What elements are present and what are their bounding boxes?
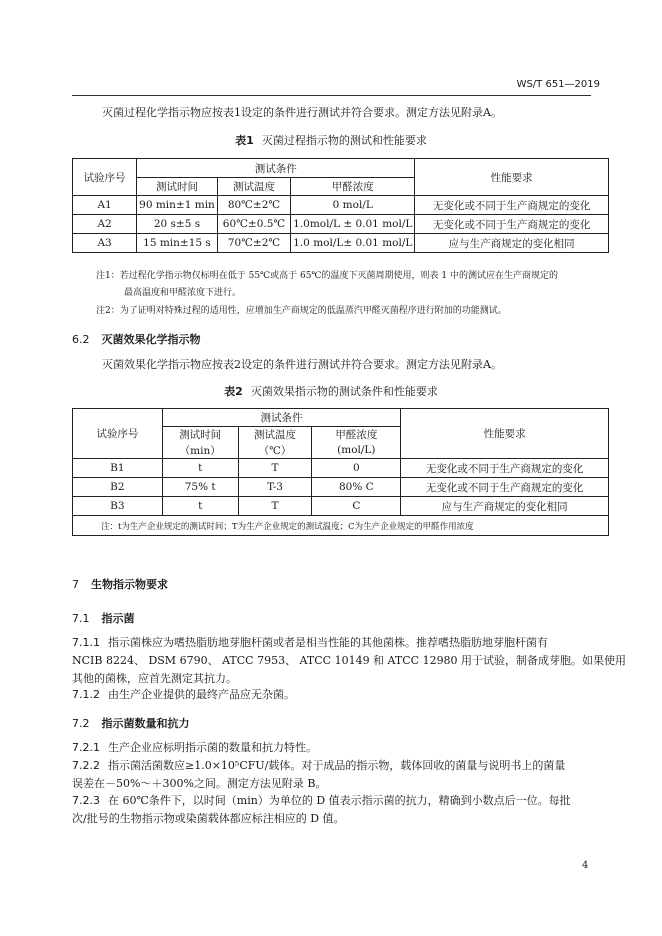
clause-line: NCIB 8224、 DSM 6790、 ATCC 7953、 ATCC 10149 和 ATCC 12980 用于试验，制备成芽胞。如果使用 — [72, 654, 627, 667]
section-title: 生物指示物要求 — [91, 578, 168, 591]
t2-cell-seq: B2 — [73, 478, 163, 497]
t2-header-temp-unit: （℃） — [238, 443, 312, 459]
clause-number: 7.1.2 — [72, 688, 100, 701]
section-number: 7 — [72, 578, 79, 591]
t2-cell-perf: 无变化或不同于生产商规定的变化 — [401, 459, 609, 478]
note2-label: 注2： — [96, 306, 120, 316]
t2-header-time: 测试时间 — [162, 427, 238, 443]
header-rule — [72, 95, 591, 96]
document-code: WS/T 651—2019 — [516, 79, 600, 90]
t2-header-conc: 甲醛浓度 — [312, 427, 401, 443]
table1-number: 表1 — [235, 134, 254, 147]
clause-line: 生产企业应标明指示菌的数量和抗力特性。 — [108, 741, 317, 754]
table2-intro: 灭菌效果化学指示物应按表2设定的条件进行测试并符合要求。测定方法见附录A。 — [102, 358, 502, 371]
table2-note: 注：t为生产企业规定的测试时间；T为生产企业规定的测试温度；C为生产企业规定的甲醛作用浓度 — [73, 516, 609, 536]
t1-cell-time: 20 s±5 s — [137, 215, 218, 234]
table-row — [73, 459, 609, 478]
table1-note1-cont: 最高温度和甲醛浓度下进行。 — [124, 288, 242, 298]
section-number: 6.2 — [72, 333, 90, 346]
clause-line: 由生产企业提供的最终产品应无杂菌。 — [108, 688, 295, 701]
t1-cell-seq: A2 — [73, 215, 137, 234]
table2-caption — [0, 383, 662, 399]
section-title: 指示菌数量和抗力 — [101, 717, 190, 730]
t2-cell-time: 75% t — [162, 478, 238, 497]
table2 — [72, 408, 609, 536]
table2-number: 表2 — [224, 385, 243, 398]
note1-label: 注1： — [96, 271, 120, 281]
t1-header-time: 测试时间 — [137, 178, 218, 196]
t2-cell-conc: 0 — [312, 459, 401, 478]
table1-note1 — [96, 269, 558, 284]
clause-number: 7.2.2 — [72, 759, 100, 772]
clause-line: 指示菌活菌数应≥1.0×10⁵CFU/载体。对于成品的指示物，载体回收的菌量与说明书上的菌量 — [108, 759, 566, 772]
table-row — [73, 478, 609, 497]
section-number: 7.1 — [72, 612, 90, 625]
clause-line: 其他的菌株，应首先测定其抗力。 — [72, 672, 237, 685]
t1-cell-time: 90 min±1 min — [137, 196, 218, 215]
t2-cell-time: t — [162, 459, 238, 478]
table2-title: 灭菌效果指示物的测试条件和性能要求 — [250, 385, 438, 398]
table-row — [73, 196, 609, 215]
t2-cell-seq: B3 — [73, 497, 163, 516]
t2-cell-perf: 无变化或不同于生产商规定的变化 — [401, 478, 609, 497]
section-title: 灭菌效果化学指示物 — [101, 333, 201, 346]
table1-note2 — [96, 304, 507, 319]
section-title: 指示菌 — [101, 612, 135, 625]
table1-title: 灭菌过程指示物的测试和性能要求 — [261, 134, 427, 147]
t2-header-temp: 测试温度 — [238, 427, 312, 443]
t1-cell-conc: 0 mol/L — [291, 196, 415, 215]
note2-line1: 为了证明对特殊过程的适用性，应增加生产商规定的低温蒸汽甲醛灭菌程序进行附加的功能测试。 — [119, 306, 507, 316]
t1-cell-perf: 应与生产商规定的变化相同 — [415, 234, 609, 253]
clause-line: 次/批号的生物指示物或染菌载体都应标注相应的 D 值。 — [72, 812, 345, 825]
table1-intro: 灭菌过程化学指示物应按表1设定的条件进行测试并符合要求。测定方法见附录A。 — [102, 106, 502, 119]
t2-cell-conc: 80% C — [312, 478, 401, 497]
section-7-heading — [72, 576, 168, 592]
table-row — [73, 215, 609, 234]
t2-cell-time: t — [162, 497, 238, 516]
t1-cell-perf: 无变化或不同于生产商规定的变化 — [415, 196, 609, 215]
t1-cell-temp: 60℃±0.5℃ — [217, 215, 290, 234]
clause-7-1-1 — [72, 634, 626, 688]
clause-line: 误差在－50%～＋300%之间。测定方法见附录 B。 — [72, 777, 327, 790]
clause-7-2-3 — [72, 792, 571, 828]
t2-cell-seq: B1 — [73, 459, 163, 478]
t2-header-perf: 性能要求 — [401, 409, 609, 459]
t1-header-cond: 测试条件 — [137, 159, 415, 178]
clause-number: 7.2.3 — [72, 794, 100, 807]
t2-cell-conc: C — [312, 497, 401, 516]
t2-cell-temp: T — [238, 497, 312, 516]
note1-line1: 若过程化学指示物仅标明在低于 55℃或高于 65℃的温度下灭菌周期使用，则表 1 中的测试应在生产商规定的 — [119, 271, 558, 281]
table1 — [72, 158, 609, 253]
clause-7-2-2 — [72, 757, 565, 793]
table1-caption — [0, 132, 662, 148]
t2-header-time-unit: （min） — [162, 443, 238, 459]
section-number: 7.2 — [72, 717, 90, 730]
section-7-1-heading — [72, 610, 135, 626]
section-7-2-heading — [72, 715, 190, 731]
t2-header-conc-unit: (mol/L) — [312, 443, 401, 459]
t2-cell-temp: T — [238, 459, 312, 478]
t2-cell-temp: T-3 — [238, 478, 312, 497]
table-row — [73, 234, 609, 253]
clause-7-1-2 — [72, 686, 295, 704]
clause-line: 在 60℃条件下，以时间（min）为单位的 D 值表示指示菌的抗力，精确到小数点后一位。每批 — [108, 794, 571, 807]
clause-number: 7.1.1 — [72, 636, 100, 649]
t1-cell-temp: 80℃±2℃ — [217, 196, 290, 215]
t1-header-seq: 试验序号 — [73, 159, 137, 196]
t1-cell-conc: 1.0mol/L ± 0.01 mol/L — [291, 215, 415, 234]
page-number: 4 — [582, 860, 589, 871]
t1-header-perf: 性能要求 — [415, 159, 609, 196]
clause-7-2-1 — [72, 739, 317, 757]
clause-number: 7.2.1 — [72, 741, 100, 754]
t1-cell-conc: 1.0 mol/L± 0.01 mol/L — [291, 234, 415, 253]
section-6-2-heading — [72, 331, 201, 347]
t1-cell-seq: A3 — [73, 234, 137, 253]
t1-header-conc: 甲醛浓度 — [291, 178, 415, 196]
t1-cell-temp: 70℃±2℃ — [217, 234, 290, 253]
t1-cell-seq: A1 — [73, 196, 137, 215]
t2-header-seq: 试验序号 — [73, 409, 163, 459]
t1-cell-time: 15 min±15 s — [137, 234, 218, 253]
table-row — [73, 497, 609, 516]
t1-header-temp: 测试温度 — [217, 178, 290, 196]
t1-cell-perf: 无变化或不同于生产商规定的变化 — [415, 215, 609, 234]
clause-line: 指示菌株应为嗜热脂肪地芽胞杆菌或者是相当性能的其他菌株。推荐嗜热脂肪地芽胞杆菌有 — [108, 636, 548, 649]
t2-header-cond: 测试条件 — [162, 409, 400, 427]
t2-cell-perf: 应与生产商规定的变化相同 — [401, 497, 609, 516]
